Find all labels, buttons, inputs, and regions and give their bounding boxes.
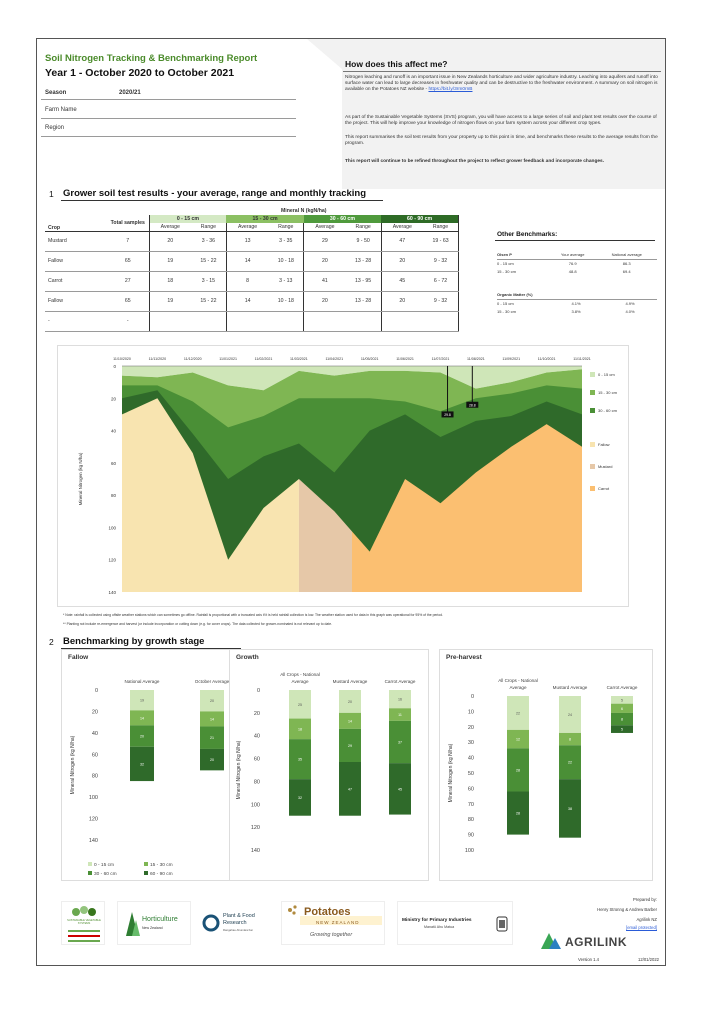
- potatoes-text: Potatoes: [304, 906, 351, 918]
- report-title: Soil Nitrogen Tracking & Benchmarking Report: [45, 53, 258, 64]
- y-axis-label: Mineral Nitrogen (kg N/ha): [78, 452, 83, 506]
- y-tick-label: 60: [110, 460, 116, 466]
- preharvest-panel: [439, 649, 653, 881]
- crop-name: Fallow: [45, 291, 107, 311]
- bar-data-label: 32: [298, 795, 302, 800]
- depth-header-2: 30 - 60 cm: [304, 215, 381, 223]
- y-tick-label: 60: [91, 752, 98, 759]
- bar-data-label: 28: [516, 811, 520, 816]
- affect-bold-note: This report will continue to be refined throughout the project to reflect grower feedback and incorporate changes.: [345, 159, 605, 164]
- affect-divider: [343, 71, 661, 72]
- bar-data-label: 25: [298, 702, 302, 707]
- plant-food-research-logo: [201, 901, 271, 945]
- total-samples: 7: [107, 231, 149, 251]
- y-tick-label: 120: [88, 816, 98, 823]
- category-label: All Crops - National: [280, 672, 320, 677]
- average-cell: 20: [381, 291, 423, 311]
- bar-data-label: 8: [569, 737, 571, 742]
- average-cell: 19: [149, 251, 191, 271]
- bar-data-label: 32: [140, 762, 144, 767]
- average-cell: 29: [304, 231, 346, 251]
- range-cell: 15 - 22: [191, 251, 226, 271]
- sub-range: Range: [200, 223, 217, 230]
- olsen-nat: 86.3: [622, 260, 631, 266]
- average-cell: 18: [149, 271, 191, 291]
- y-tick-label: 50: [467, 771, 474, 777]
- range-cell: 6 - 72: [423, 271, 458, 291]
- agrilink-wordmark: AGRILINK: [565, 935, 627, 949]
- olsen-table: [497, 251, 657, 275]
- monthly-tracking-chart-panel: [57, 345, 629, 607]
- crop-name: Mustard: [45, 231, 107, 251]
- legend-label: Fallow: [598, 442, 610, 447]
- y-tick-label: 30: [467, 740, 474, 747]
- mpi-sub: Manatū Ahu Matua: [424, 925, 455, 929]
- organic-matter-table: [497, 291, 657, 315]
- category-label: Carrot Average: [606, 685, 638, 690]
- olsen-label: Olsen P: [497, 252, 512, 258]
- y-tick-label: 140: [88, 838, 98, 844]
- y-tick-label: 100: [464, 848, 474, 854]
- mpi-logo: [397, 901, 513, 945]
- version: Version 1.4: [578, 957, 599, 962]
- legend-swatch: [88, 871, 92, 875]
- range-cell: 9 - 50: [346, 231, 381, 251]
- range-cell: 10 - 18: [268, 291, 303, 311]
- legend-label: 15 - 30 cm: [150, 863, 173, 868]
- om-nat: 4.0%: [625, 308, 635, 314]
- legend-swatch: [88, 862, 92, 866]
- x-tick-label: 11/11/2021: [573, 357, 591, 361]
- bar-data-label: 37: [398, 740, 402, 745]
- legend-label: 15 - 30 cm: [598, 390, 617, 395]
- range-cell: 10 - 18: [268, 251, 303, 271]
- average-cell: [226, 311, 268, 331]
- olsen-your: 48.8: [568, 268, 577, 274]
- y-tick-label: 140: [108, 590, 116, 595]
- potatoes-nz-link[interactable]: https://bit.ly/3rm0rnB: [428, 87, 473, 93]
- bar-data-label: 45: [398, 787, 402, 792]
- y-tick-label: 0: [113, 364, 116, 369]
- legend-label: Carrot: [598, 486, 610, 491]
- range-cell: 15 - 22: [191, 291, 226, 311]
- olsen-nat: 69.4: [622, 268, 631, 274]
- fallow-bar-chart: [62, 650, 248, 882]
- range-cell: 19 - 63: [423, 231, 458, 251]
- x-tick-label: 11/03/2021: [290, 357, 308, 361]
- sub-range: Range: [423, 223, 458, 231]
- pfr-text-1: Plant & Food: [223, 913, 255, 919]
- annotation-label: 29.8: [444, 413, 451, 418]
- average-cell: [304, 311, 346, 331]
- olsen-depth: 15 - 30 cm: [497, 268, 516, 274]
- pfr-text-2: Research: [223, 920, 247, 926]
- bar-data-label: 14: [140, 716, 144, 721]
- y-tick-label: 120: [250, 825, 260, 832]
- bar-data-label: 6: [621, 706, 623, 711]
- legend-label: 0 - 15 cm: [94, 863, 114, 868]
- planting-note: ** Planting not include re-emergence and harvest (or include incorporation or cutting down (e.g. for cover crops). The data collected for grower-nominated is not relevant up to date.: [63, 622, 333, 626]
- bar-data-label: 19: [140, 698, 144, 703]
- category-label: October Average: [194, 679, 230, 684]
- y-tick-label: 80: [253, 779, 260, 786]
- category-label: Carrot Average: [384, 679, 416, 684]
- report-subtitle: Year 1 - October 2020 to October 2021: [45, 67, 235, 79]
- section-1-number: 1: [49, 189, 54, 199]
- rainfall-note: * Note: rainfall is collected using offsite weather stations which can sometimes go offline. Rainfall is proportional with a truncated axis if it is held rainfall collection is low. The weather station used for data in this graph was operational for 95% of the period.: [63, 613, 443, 617]
- depth-header-0: 0 - 15 cm: [149, 215, 226, 223]
- season-row: [41, 87, 296, 100]
- y-tick-label: 40: [253, 733, 260, 740]
- average-cell: 45: [381, 271, 423, 291]
- bar-data-label: 14: [348, 719, 352, 724]
- range-cell: 9 - 32: [423, 251, 458, 271]
- sub-avg: Average: [381, 223, 423, 231]
- y-tick-label: 0: [256, 688, 260, 694]
- y-tick-label: 20: [110, 396, 116, 402]
- farm-name-row: [41, 101, 296, 119]
- bar-data-label: 18: [298, 727, 302, 732]
- bar-data-label: 5: [621, 698, 623, 703]
- crop-name: -: [45, 311, 107, 331]
- legend-swatch: [590, 464, 595, 469]
- section-2-number: 2: [49, 637, 54, 647]
- category-label: Mustard Average: [332, 679, 368, 684]
- mpi-text: Ministry for Primary Industries: [402, 918, 472, 923]
- region-row: [41, 119, 296, 137]
- om-your: 4.1%: [571, 300, 581, 306]
- x-tick-label: 11/10/2020: [113, 357, 131, 361]
- author-names: Henry Stronng & Andrew Barber: [597, 907, 657, 912]
- growth-panel: [229, 649, 429, 881]
- y-tick-label: 40: [91, 730, 98, 737]
- legend-swatch: [590, 372, 595, 377]
- monthly-tracking-chart: [58, 346, 630, 608]
- y-tick-label: 140: [250, 848, 260, 854]
- average-cell: 13: [226, 231, 268, 251]
- season-value: 2020/21: [119, 90, 141, 96]
- x-tick-label: 11/05/2021: [360, 357, 379, 361]
- average-cell: 20: [149, 231, 191, 251]
- average-cell: 41: [304, 271, 346, 291]
- grower-results-table: [45, 207, 459, 332]
- bar-data-label: 24: [568, 712, 572, 717]
- legend-label: 0 - 15 cm: [598, 372, 615, 377]
- prepared-by: Prepared by:: [633, 897, 657, 902]
- bar-data-label: 38: [568, 806, 572, 811]
- average-cell: [381, 311, 423, 331]
- y-tick-label: 100: [88, 795, 98, 802]
- om-depth: 15 - 30 cm: [497, 308, 516, 314]
- category-label: All Crops - National: [498, 678, 538, 683]
- legend-swatch: [590, 442, 595, 447]
- y-tick-label: 20: [253, 710, 260, 717]
- table-row: [45, 251, 459, 271]
- y-tick-label: 10: [467, 709, 474, 716]
- legend-label: Mustard: [598, 464, 613, 469]
- range-cell: [423, 311, 458, 331]
- category-label: National Average: [124, 679, 160, 684]
- range-cell: 3 - 13: [268, 271, 303, 291]
- table-row: [45, 271, 459, 291]
- total-samples: 65: [107, 291, 149, 311]
- range-cell: 9 - 32: [423, 291, 458, 311]
- y-tick-label: 120: [108, 557, 116, 563]
- bar-data-label: 14: [210, 717, 214, 722]
- bar-data-label: 47: [348, 787, 352, 792]
- y-axis-label: Mineral Nitrogen (kg N/ha): [448, 743, 454, 803]
- preharvest-bar-chart: [440, 650, 654, 882]
- bar-data-label: 35: [298, 757, 302, 762]
- y-tick-label: 80: [467, 817, 474, 824]
- author-email[interactable]: [email protected]: [626, 925, 657, 930]
- affect-paragraph-1: [345, 75, 659, 94]
- range-cell: [346, 311, 381, 331]
- range-cell: 13 - 28: [346, 251, 381, 271]
- range-cell: 3 - 35: [268, 231, 303, 251]
- y-tick-label: 20: [467, 724, 474, 731]
- y-tick-label: 80: [91, 773, 98, 780]
- y-tick-label: 90: [467, 832, 474, 839]
- average-cell: 47: [381, 231, 423, 251]
- preharvest-title: Pre-harvest: [446, 654, 482, 661]
- report-page: [36, 38, 666, 966]
- average-cell: 19: [149, 291, 191, 311]
- fallow-panel: [61, 649, 247, 881]
- horticulture-leaf-icon: [118, 902, 192, 946]
- x-tick-label: 11/08/2021: [466, 357, 485, 361]
- bar-data-label: 28: [516, 768, 520, 773]
- depth-header-1: 15 - 30 cm: [226, 215, 303, 223]
- nz-crest-icon: [494, 914, 510, 934]
- y-tick-label: 100: [108, 525, 116, 531]
- y-tick-label: 0: [94, 688, 98, 694]
- total-samples: 27: [107, 271, 149, 291]
- bar-data-label: 20: [210, 699, 214, 704]
- y-tick-label: 60: [467, 786, 474, 793]
- y-tick-label: 0: [470, 694, 474, 700]
- y-axis-label: Mineral Nitrogen (kg N/ha): [70, 735, 76, 795]
- benchmarks-divider: [495, 240, 655, 241]
- agrilink-triangle-icon: [541, 933, 563, 949]
- version-date: 12/01/2022: [638, 957, 659, 962]
- col-crop-header: Crop: [45, 215, 107, 231]
- table-row: [45, 311, 459, 331]
- range-cell: 13 - 95: [346, 271, 381, 291]
- x-tick-label: 11/01/2021: [219, 357, 238, 361]
- growth-bar-chart: [230, 650, 430, 882]
- sub-range: Range: [355, 223, 371, 230]
- depth-header-3: 60 - 90 cm: [381, 215, 458, 223]
- x-tick-label: 11/06/2021: [396, 357, 414, 361]
- y-tick-label: 40: [110, 428, 116, 434]
- bar-data-label: 8: [621, 717, 623, 722]
- range-cell: 3 - 36: [191, 231, 226, 251]
- x-tick-label: 11/10/2021: [537, 357, 556, 361]
- affect-text-1: Nitrogen leaching and runoff is an important issue in New Zealands horticulture and wider agriculture industry. Leaching into aquifers and runoff into surface water can lead to large decreases in freshwater quality and can be destructive to the freshwater environment. A summary on soil nitrogen is available on the Potatoes NZ website -: [345, 75, 658, 93]
- average-cell: 14: [226, 251, 268, 271]
- svs-logo: [61, 901, 105, 945]
- potatoes-tagline: Growing together: [310, 932, 353, 938]
- average-cell: 20: [304, 291, 346, 311]
- x-tick-label: 11/02/2021: [254, 357, 273, 361]
- pfr-text-3: Rangahau Ahumāra Kai: [223, 928, 253, 932]
- category-label: Average: [291, 679, 309, 684]
- legend-swatch: [144, 862, 148, 866]
- bar-data-label: 21: [210, 736, 214, 741]
- average-cell: 20: [381, 251, 423, 271]
- growth-title: Growth: [236, 654, 259, 661]
- y-axis-label: Mineral Nitrogen (kg N/ha): [236, 740, 242, 800]
- bar-data-label: 20: [210, 758, 214, 763]
- average-cell: 20: [304, 251, 346, 271]
- crop-name: Carrot: [45, 271, 107, 291]
- bar-data-label: 20: [140, 734, 144, 739]
- svs-logo-text: SUSTAINABLE VEGETABLE SYSTEMS: [67, 919, 101, 925]
- affect-heading: How does this affect me?: [345, 59, 448, 69]
- fallow-title: Fallow: [68, 654, 89, 661]
- legend-swatch: [590, 486, 595, 491]
- mineral-header: Mineral N (kgN/ha): [280, 208, 327, 214]
- potatoes-nz-logo: [281, 901, 385, 945]
- om-your: 3.8%: [571, 308, 581, 314]
- hort-sub: New Zealand: [142, 926, 163, 930]
- range-cell: 13 - 28: [346, 291, 381, 311]
- potatoes-nz-text: NEW ZEALAND: [316, 920, 360, 925]
- legend-swatch: [590, 408, 595, 413]
- legend-label: 60 - 90 cm: [150, 872, 173, 877]
- legend-label: 30 - 60 cm: [94, 872, 117, 877]
- bar-data-label: 12: [516, 737, 520, 742]
- category-label: Average: [509, 685, 527, 690]
- y-tick-label: 40: [467, 755, 474, 762]
- legend-swatch: [590, 390, 595, 395]
- farm-name-label: Farm Name: [45, 107, 77, 113]
- author-org: Agrilink NZ: [636, 917, 657, 922]
- table-row: [45, 231, 459, 251]
- y-tick-label: 80: [110, 493, 116, 499]
- season-label: Season: [45, 90, 67, 96]
- om-depth: 0 - 15 cm: [497, 300, 514, 306]
- total-samples: -: [107, 311, 149, 331]
- bar-data-label: 20: [348, 699, 352, 704]
- sub-avg: Average: [226, 223, 268, 231]
- section-1-title: Grower soil test results - your average, range and monthly tracking: [63, 188, 367, 199]
- range-cell: 3 - 15: [191, 271, 226, 291]
- bar-data-label: 16: [398, 697, 402, 702]
- category-label: Mustard Average: [552, 685, 588, 690]
- bar-data-label: 11: [398, 713, 402, 718]
- hort-text: Horticulture: [142, 916, 178, 923]
- x-tick-label: 11/04/2021: [325, 357, 344, 361]
- pfr-ring-icon: [201, 901, 221, 945]
- range-cell: [268, 311, 303, 331]
- section-2-title: Benchmarking by growth stage: [63, 636, 205, 647]
- sub-range: Range: [278, 223, 294, 230]
- legend-label: 30 - 60 cm: [598, 408, 617, 413]
- average-cell: 8: [226, 271, 268, 291]
- x-tick-label: 11/11/2020: [148, 357, 167, 361]
- y-tick-label: 70: [467, 801, 474, 808]
- average-cell: 14: [226, 291, 268, 311]
- horticulture-nz-logo: [117, 901, 191, 945]
- col-your: Your average: [560, 252, 585, 258]
- bar-data-label: 5: [621, 727, 623, 732]
- y-tick-label: 60: [253, 756, 260, 763]
- table-row: [45, 291, 459, 311]
- bar-data-label: 22: [516, 711, 520, 716]
- affect-paragraph-2: As part of the Sustainable Vegetable Systems (SVS) program, you will have access to a large series of soil and plant test results over the course of the project. This will help improve your knowledge of nitrogen flows on your farm system across your different crop types.: [345, 115, 657, 127]
- olsen-depth: 0 - 15 cm: [497, 260, 514, 266]
- region-label: Region: [45, 125, 65, 131]
- om-label: Organic Matter (%): [497, 292, 533, 298]
- affect-paragraph-3: This report summarises the soil test results from your property up to this point in time, and benchmarks these results to the average results from the program.: [345, 135, 658, 147]
- sub-avg: Average: [149, 223, 191, 231]
- x-tick-label: 11/09/2021: [502, 357, 521, 361]
- col-nat: National average: [611, 252, 642, 258]
- legend-swatch: [144, 871, 148, 875]
- x-tick-label: 11/07/2021: [431, 357, 450, 361]
- bar-data-label: 22: [568, 760, 572, 765]
- y-tick-label: 100: [250, 802, 260, 809]
- range-cell: [191, 311, 226, 331]
- average-cell: [149, 311, 191, 331]
- y-tick-label: 20: [91, 709, 98, 716]
- section-1-underline: [61, 200, 383, 201]
- total-samples: 65: [107, 251, 149, 271]
- sub-avg: Average: [304, 223, 346, 231]
- om-nat: 4.9%: [625, 300, 635, 306]
- annotation-label: 28.8: [469, 403, 476, 408]
- olsen-your: 76.9: [568, 260, 577, 266]
- crop-name: Fallow: [45, 251, 107, 271]
- benchmarks-title: Other Benchmarks:: [497, 231, 558, 238]
- x-tick-label: 11/12/2020: [183, 357, 202, 361]
- bar-data-label: 29: [348, 743, 352, 748]
- col-total-header: Total samples: [107, 215, 149, 231]
